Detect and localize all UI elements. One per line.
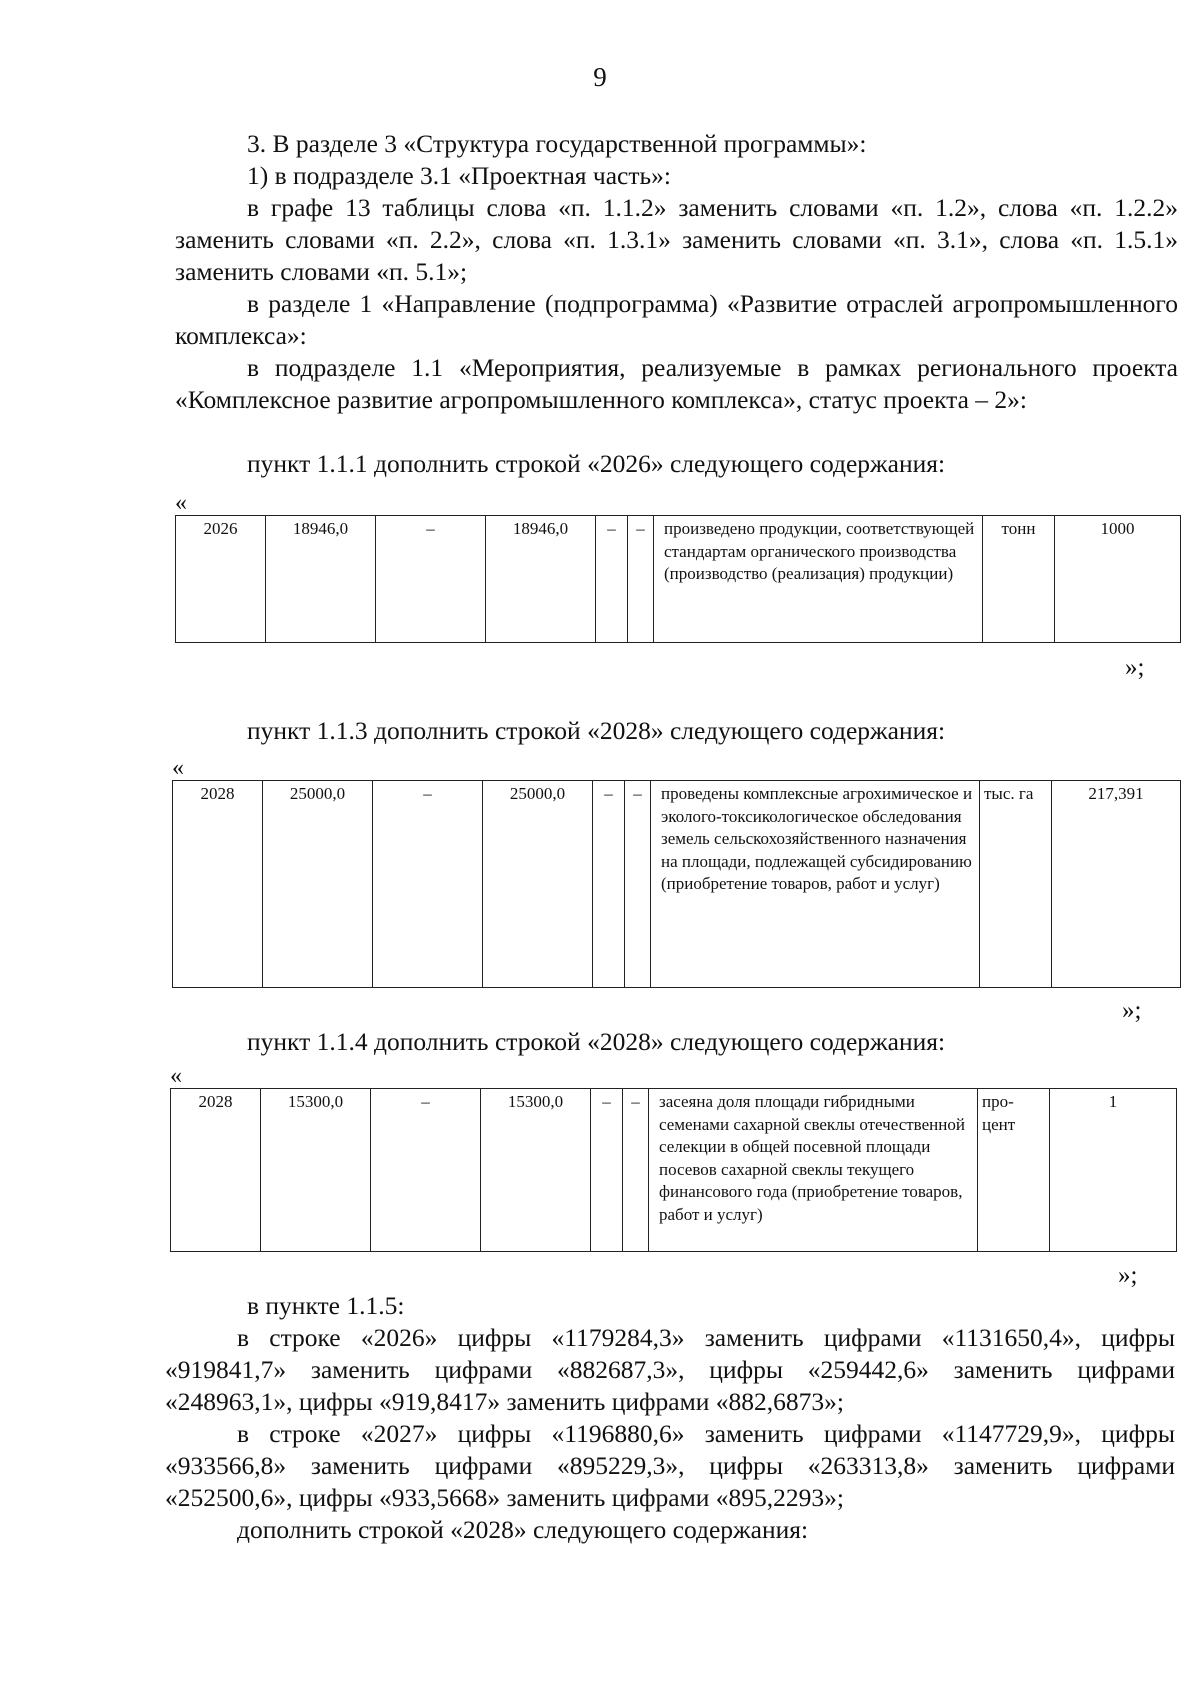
- paragraph-subsection-3-1: 1) в подразделе 3.1 «Проектная часть»:: [247, 161, 671, 190]
- quote-open-2: «: [172, 755, 184, 781]
- cell-col6: –: [623, 1089, 649, 1252]
- table-row: [176, 516, 1181, 643]
- page-number: 9: [593, 62, 607, 92]
- paragraph-subsection-1-1: в подразделе 1.1 «Мероприятия, реализуемые в рамках регионального проекта «Комплексное развитие агропромышленного комплекса», статус проекта – 2»:: [175, 353, 1178, 414]
- cell-year: 2028: [171, 1089, 261, 1252]
- cell-unit: тонн: [983, 516, 1055, 643]
- amendment-table-2: [172, 780, 1181, 988]
- cell-col5: –: [591, 1089, 623, 1252]
- cell-year: 2028: [173, 781, 263, 988]
- paragraph-row-2027: в строке «2027» цифры «1196880,6» заменить цифрами «1147729,9», цифры «933566,8» заменить цифрами «895229,3», цифры «263313,8» заменить цифрами «252500,6», цифры «933,5668» заменить цифрами «895,2293»;: [165, 1419, 1175, 1512]
- paragraph-direction-1: в разделе 1 «Направление (подпрограмма) «Развитие отраслей агропромышленного комплекса»:: [175, 289, 1178, 350]
- cell-col6: –: [628, 516, 654, 643]
- paragraph-row-2026: в строке «2026» цифры «1179284,3» заменить цифрами «1131650,4», цифры «919841,7» заменить цифрами «882687,3», цифры «259442,6» заменить цифрами «248963,1», цифры «919,8417» заменить цифрами «882,6873»;: [165, 1323, 1175, 1416]
- table-row: [173, 781, 1181, 988]
- cell-description: проведены комплексные агрохимическое и эколого-токсикологическое обследования земель сельскохозяйственного назначения на площади, подлежащей субсидированию (приобретение товаров, работ и услуг): [651, 781, 980, 988]
- cell-year: 2026: [176, 516, 266, 643]
- quote-open-1: «: [175, 490, 187, 516]
- cell-col6: –: [625, 781, 651, 988]
- paragraph-item-1-1-4: пункт 1.1.4 дополнить строкой «2028» следующего содержания:: [247, 1027, 946, 1056]
- cell-col3: –: [373, 781, 483, 988]
- quote-open-3: «: [170, 1063, 182, 1089]
- cell-col5: –: [596, 516, 628, 643]
- cell-total: 18946,0: [266, 516, 376, 643]
- cell-value: 217,391: [1052, 781, 1181, 988]
- cell-col3: –: [376, 516, 486, 643]
- cell-col5: –: [593, 781, 625, 988]
- cell-col3: –: [371, 1089, 481, 1252]
- quote-close-2: »;: [1122, 997, 1142, 1024]
- table-row: [171, 1089, 1177, 1252]
- cell-total: 25000,0: [263, 781, 373, 988]
- paragraph-item-1-1-1: пункт 1.1.1 дополнить строкой «2026» следующего содержания:: [247, 449, 946, 478]
- cell-unit: тыс. га: [980, 781, 1052, 988]
- paragraph-item-1-1-5: в пункте 1.1.5:: [247, 1291, 405, 1320]
- amendment-table-3: [170, 1088, 1177, 1252]
- quote-close-1: »;: [1125, 654, 1145, 681]
- paragraph-column-13: в графе 13 таблицы слова «п. 1.1.2» заменить словами «п. 1.2», слова «п. 1.2.2» заменить словами «п. 2.2», слова «п. 1.3.1» заменить словами «п. 3.1», слова «п. 1.5.1» заменить словами «п. 5.1»;: [175, 193, 1178, 286]
- cell-description: произведено продукции, соответствующей стандартам органического производства (производство (реализация) продукции): [654, 516, 983, 643]
- cell-col4: 25000,0: [483, 781, 593, 988]
- cell-value: 1: [1050, 1089, 1177, 1252]
- cell-unit: про-цент: [978, 1089, 1050, 1252]
- cell-total: 15300,0: [261, 1089, 371, 1252]
- cell-col4: 15300,0: [481, 1089, 591, 1252]
- cell-value: 1000: [1055, 516, 1181, 643]
- amendment-table-1: [175, 515, 1181, 643]
- cell-description: засеяна доля площади гибридными семенами сахарной свеклы отечественной селекции в общей посевной площади посевов сахарной свеклы текущего финансового года (приобретение товаров, работ и услуг): [649, 1089, 978, 1252]
- paragraph-section-3: 3. В разделе 3 «Структура государственной программы»:: [247, 129, 867, 158]
- paragraph-add-row-2028: дополнить строкой «2028» следующего содержания:: [237, 1515, 809, 1544]
- quote-close-3: »;: [1118, 1262, 1138, 1289]
- paragraph-item-1-1-3: пункт 1.1.3 дополнить строкой «2028» следующего содержания:: [247, 716, 946, 745]
- cell-col4: 18946,0: [486, 516, 596, 643]
